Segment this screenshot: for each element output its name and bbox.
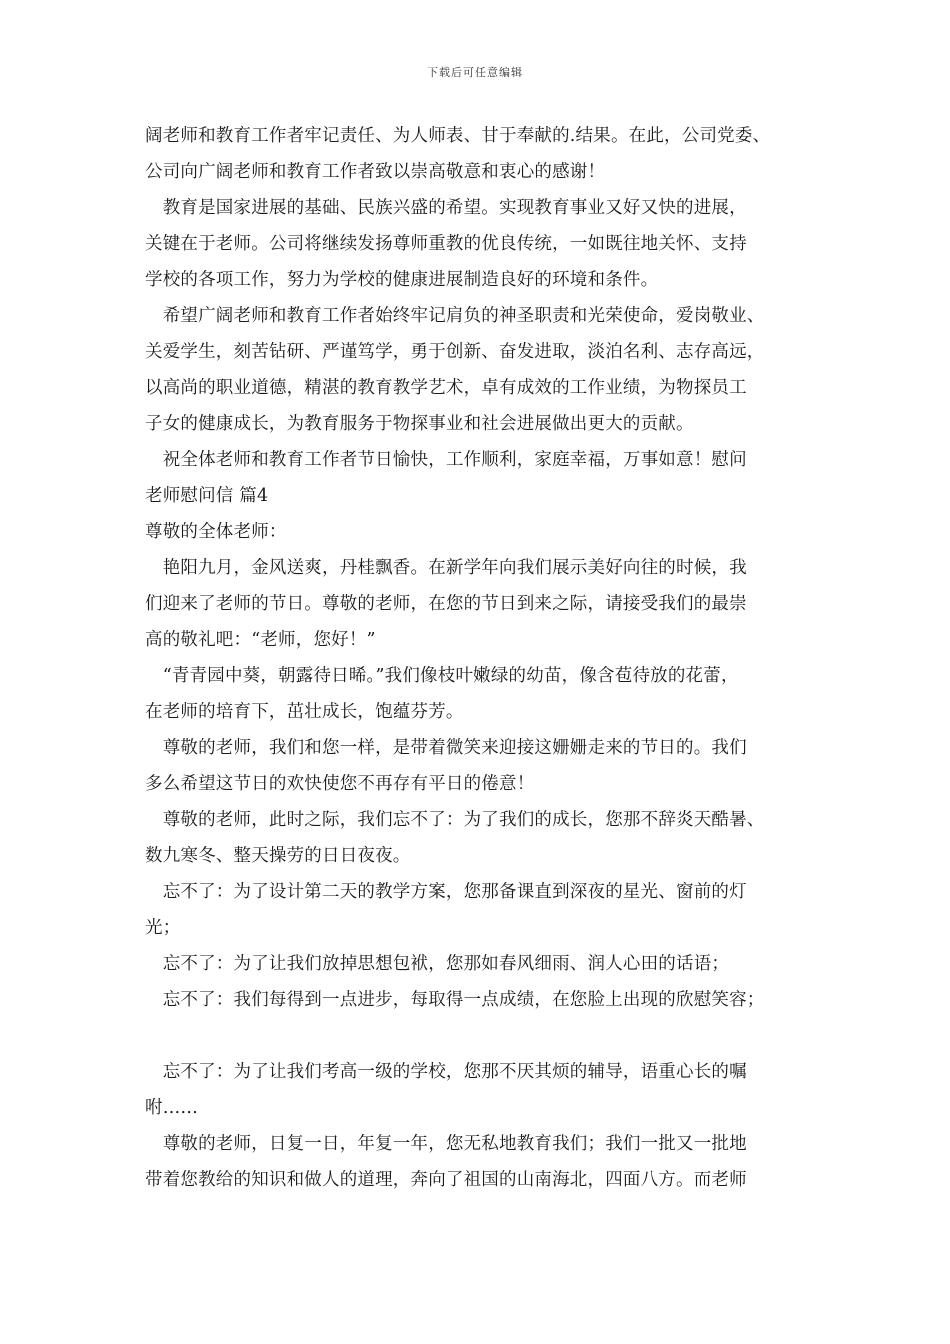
text-line: 老师慰问信 篇4 [145, 486, 269, 506]
text-line: 忘不了：我们每得到一点进步，每取得一点成绩，在您脸上出现的欣慰笑容； [145, 990, 765, 1010]
text-line: 尊敬的老师，我们和您一样，是带着微笑来迎接这姗姗走来的节日的。我们 [145, 738, 747, 758]
text-line: 咐…… [145, 1098, 199, 1118]
text-line: 希望广阔老师和教育工作者始终牢记肩负的神圣职责和光荣使命，爱岗敬业、 [145, 306, 765, 326]
text-line: 阔老师和教育工作者牢记责任、为人师表、甘于奉献的.结果。在此，公司党委、 [145, 126, 771, 146]
text-line: 以高尚的职业道德，精湛的教育教学艺术，卓有成效的工作业绩，为物探员工 [145, 378, 747, 398]
text-line: 关爱学生，刻苦钻研、严谨笃学，勇于创新、奋发进取，淡泊名利、志存高远， [145, 342, 765, 362]
text-line: 学校的各项工作，努力为学校的健康进展制造良好的环境和条件。 [145, 270, 659, 290]
text-line: 祝全体老师和教育工作者节日愉快，工作顺利，家庭幸福，万事如意！慰问 [145, 450, 747, 470]
text-line: 数九寒冬、整天操劳的日日夜夜。 [145, 846, 411, 866]
text-line: 高的敬礼吧：“老师，您好！” [145, 630, 376, 650]
text-line: 教育是国家进展的基础、民族兴盛的希望。实现教育事业又好又快的进展， [145, 198, 747, 218]
text-line: 忘不了：为了让我们考高一级的学校，您那不厌其烦的辅导，语重心长的嘱 [145, 1062, 747, 1082]
text-line: 子女的健康成长，为教育服务于物探事业和社会进展做出更大的贡献。 [145, 414, 694, 434]
document-body [145, 118, 835, 1198]
text-line: 尊敬的老师，此时之际，我们忘不了：为了我们的成长，您那不辞炎天酷暑、 [145, 810, 765, 830]
text-line: 光； [145, 918, 181, 938]
text-line: 公司向广阔老师和教育工作者致以崇高敬意和衷心的感谢！ [145, 162, 606, 182]
text-line: 带着您教给的知识和做人的道理，奔向了祖国的山南海北，四面八方。而老师 [145, 1170, 747, 1190]
text-line: 艳阳九月，金风送爽，丹桂飘香。在新学年向我们展示美好向往的时候，我 [145, 558, 747, 578]
text-line: 尊敬的全体老师： [145, 522, 287, 542]
page-header: 下载后可任意编辑 [427, 66, 523, 79]
text-line: “青青园中葵，朝露待日晞。”我们像枝叶嫩绿的幼苗，像含苞待放的花蕾， [145, 666, 739, 686]
text-line: 忘不了：为了让我们放掉思想包袱，您那如春风细雨、润人心田的话语； [145, 954, 730, 974]
text-line: 忘不了：为了设计第二天的教学方案，您那备课直到深夜的星光、窗前的灯 [145, 882, 747, 902]
text-line: 多么希望这节日的欢快使您不再存有平日的倦意！ [145, 774, 535, 794]
blank-line [145, 1018, 835, 1054]
text-line: 关键在于老师。公司将继续发扬尊师重教的优良传统，一如既往地关怀、支持 [145, 234, 747, 254]
text-line: 在老师的培育下，茁壮成长，饱蕴芬芳。 [145, 702, 464, 722]
text-line: 尊敬的老师，日复一日，年复一年，您无私地教育我们；我们一批又一批地 [145, 1134, 747, 1154]
text-line: 们迎来了老师的节日。尊敬的老师，在您的节日到来之际，请接受我们的最崇 [145, 594, 747, 614]
